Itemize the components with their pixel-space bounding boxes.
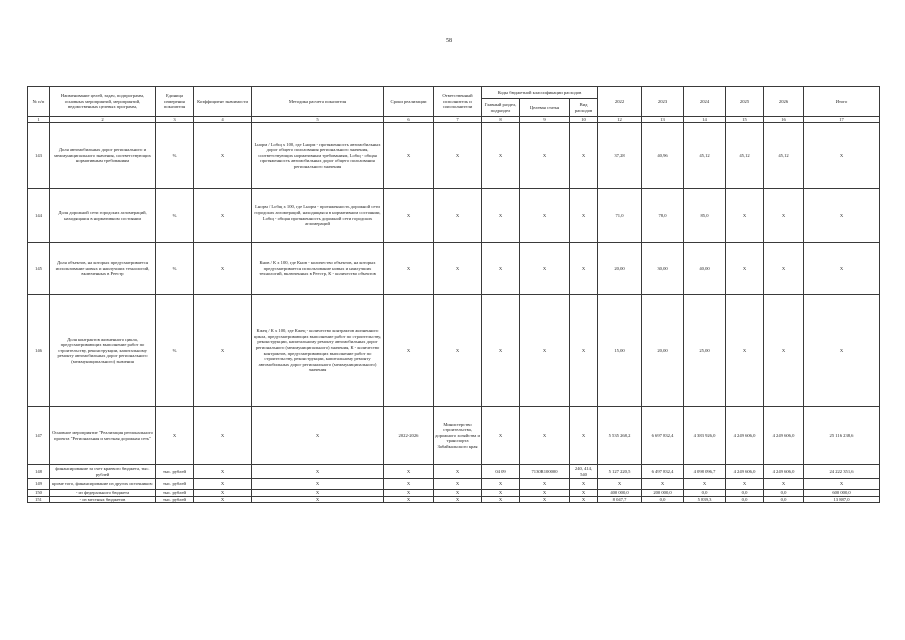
row-num: 150 [28,490,50,497]
row-2022: 400 000,0 [598,490,642,497]
row-grbs: X [482,490,520,497]
row-coef: X [194,496,252,503]
row-2025: 0,0 [726,490,764,497]
table-row [28,490,880,497]
row-2023: 6 497 832,4 [642,465,684,479]
row-responsible: X [434,496,482,503]
row-unit: % [156,123,194,189]
row-2023: 78,0 [642,189,684,243]
row-2026: 4 249 606,0 [764,465,804,479]
row-method: X [252,490,384,497]
row-2025: 0,0 [726,496,764,503]
row-2022: 20,00 [598,243,642,295]
row-2026: X [764,295,804,407]
row-2026: 4 249 606,0 [764,407,804,465]
column-number: 13 [642,117,684,123]
row-name: кроме того, финансирование из других источников: [50,479,156,490]
row-coef: X [194,465,252,479]
column-number: 9 [520,117,570,123]
row-name: финансирование за счет краевого бюджета, тыс. рублей [50,465,156,479]
header-method: Методика расчета показателя [252,87,384,117]
table-row [28,465,880,479]
header-num: № п/п [28,87,50,117]
row-total: X [804,189,880,243]
header-total: Итого [804,87,880,117]
row-coef: X [194,243,252,295]
header-2023: 2023 [642,87,684,117]
table-row [28,479,880,490]
row-2024: 45,12 [684,123,726,189]
header-2024: 2024 [684,87,726,117]
row-2026: X [764,479,804,490]
row-term: X [384,490,434,497]
row-2026: 0,0 [764,496,804,503]
row-2024: 4 383 926,0 [684,407,726,465]
row-2025: X [726,243,764,295]
row-2022: 71,0 [598,189,642,243]
column-number: 14 [684,117,726,123]
row-num: 144 [28,189,50,243]
row-2024: X [684,479,726,490]
row-responsible: X [434,123,482,189]
table-row [28,407,880,465]
row-2023: 40,96 [642,123,684,189]
row-2022: 8 047,7 [598,496,642,503]
row-target-article: X [520,189,570,243]
row-num: 149 [28,479,50,490]
row-total: X [804,243,880,295]
header-target-article: Целевая статья [520,99,570,117]
row-total: 24 222 351,6 [804,465,880,479]
row-method: X [252,479,384,490]
row-target-article: X [520,123,570,189]
row-coef: X [194,295,252,407]
row-expense-type: X [570,295,598,407]
row-method: X [252,465,384,479]
row-target-article: X [520,407,570,465]
row-responsible: X [434,490,482,497]
row-unit: тыс. рублей [156,479,194,490]
row-coef: X [194,479,252,490]
row-target-article: X [520,295,570,407]
column-number: 12 [598,117,642,123]
row-expense-type: X [570,407,598,465]
header-unit: Единица измерения показателя [156,87,194,117]
row-name: - из местных бюджетов [50,496,156,503]
row-term: 2022-2026 [384,407,434,465]
row-num: 151 [28,496,50,503]
row-grbs: X [482,295,520,407]
row-method: Lнорм / Lобщ x 100, где Lнорм - протяженность дорожной сети городских агломераций, находящаяся в нормативном состоянии, Lобщ - общая протяженность дорожной сети городских агломераций [252,189,384,243]
row-target-article: X [520,243,570,295]
row-coef: X [194,123,252,189]
row-total: 600 000,0 [804,490,880,497]
row-2023: X [642,479,684,490]
row-2025: X [726,295,764,407]
row-target-article: 7130R100000 [520,465,570,479]
row-2023: 30,00 [642,243,684,295]
row-2024: 40,00 [684,243,726,295]
row-expense-type: X [570,243,598,295]
row-expense-type: X [570,479,598,490]
row-term: X [384,496,434,503]
row-unit: % [156,243,194,295]
table-row [28,243,880,295]
row-grbs: X [482,496,520,503]
row-2022: 5 535 268,2 [598,407,642,465]
row-2023: 20,00 [642,295,684,407]
row-total: 13 887,0 [804,496,880,503]
row-2022: X [598,479,642,490]
row-num: 146 [28,295,50,407]
row-name: Основное мероприятие "Реализация регионального проекта "Региональная и местная дорожная сеть" [50,407,156,465]
row-method: X [252,407,384,465]
row-method: X [252,496,384,503]
row-term: X [384,189,434,243]
row-2024: 5 839,3 [684,496,726,503]
header-responsible: Ответственный исполнитель и соисполнители [434,87,482,117]
header-2022: 2022 [598,87,642,117]
row-2026: X [764,189,804,243]
row-target-article: X [520,490,570,497]
row-term: X [384,479,434,490]
row-expense-type: X [570,189,598,243]
table-row [28,496,880,503]
row-expense-type: X [570,123,598,189]
row-num: 143 [28,123,50,189]
row-unit: тыс. рублей [156,496,194,503]
row-2022: 15,00 [598,295,642,407]
row-unit: X [156,407,194,465]
row-unit: % [156,189,194,243]
row-name: Доля автомобильных дорог регионального и межмуниципального значения, соответствующих нормативным требованиям [50,123,156,189]
row-grbs: X [482,407,520,465]
row-grbs: X [482,479,520,490]
row-responsible: X [434,465,482,479]
column-number: 8 [482,117,520,123]
row-2024: 85,0 [684,189,726,243]
row-grbs: X [482,189,520,243]
row-responsible: X [434,295,482,407]
row-name: Доля объектов, на которых предусматривается использование новых и наилучших технологий, включенных в Реестр [50,243,156,295]
row-2024: 0,0 [684,490,726,497]
row-target-article: X [520,496,570,503]
row-2023: 6 697 832,4 [642,407,684,465]
row-coef: X [194,407,252,465]
row-coef: X [194,490,252,497]
row-total: X [804,295,880,407]
row-2025: 45,12 [726,123,764,189]
row-num: 145 [28,243,50,295]
column-number: 5 [252,117,384,123]
row-term: X [384,123,434,189]
row-2026: 0,0 [764,490,804,497]
row-unit: % [156,295,194,407]
row-unit: тыс. рублей [156,465,194,479]
row-2026: 45,12 [764,123,804,189]
row-2025: X [726,189,764,243]
row-expense-type: 240, 414, 540 [570,465,598,479]
row-expense-type: X [570,490,598,497]
header-term: Сроки реализации [384,87,434,117]
row-name: - из федерального бюджета [50,490,156,497]
row-name: Доля контрактов жизненного цикла, предусматривающих выполнение работ по строительству, реконструкции, капитальному ремонту автомобильных дорог регионального (межмуниципального) значения [50,295,156,407]
row-2025: 4 249 606,0 [726,407,764,465]
header-2026: 2026 [764,87,804,117]
row-2023: 0,0 [642,496,684,503]
row-2024: 4 098 096,7 [684,465,726,479]
column-number: 10 [570,117,598,123]
column-number: 16 [764,117,804,123]
column-number: 4 [194,117,252,123]
column-number: 1 [28,117,50,123]
row-term: X [384,243,434,295]
row-total: 25 116 238,6 [804,407,880,465]
row-2025: X [726,479,764,490]
header-name: Наименование целей, задач, подпрограмм, основных мероприятий, мероприятий, ведомственных целевых программ, [50,87,156,117]
row-method: Кнов / К x 100, где Кнов - количество объектов, на которых предусматривается использование новых и наилучших технологий, включенных в Реестр, К - количество объектов [252,243,384,295]
row-num: 147 [28,407,50,465]
row-2022: 5 127 220,5 [598,465,642,479]
page-number: 58 [446,38,452,44]
row-total: X [804,123,880,189]
row-name: Доля дорожной сети городских агломераций, находящаяся в нормативном состоянии [50,189,156,243]
row-expense-type: X [570,496,598,503]
row-target-article: X [520,479,570,490]
row-responsible: X [434,243,482,295]
row-grbs: X [482,243,520,295]
column-number: 2 [50,117,156,123]
row-term: X [384,295,434,407]
row-responsible: Министерство строительства, дорожного хозяйства и транспорта Забайкальского края [434,407,482,465]
row-grbs: 04 09 [482,465,520,479]
row-term: X [384,465,434,479]
row-responsible: X [434,189,482,243]
row-method: Lнорм / Lобщ x 100, где Lнорм - протяженность автомобильных дорог общего пользования регионального значения, соответствующих нормативным требованиям, Lобщ - общая протяженность автомобильных дорог общего пользования регионального значения [252,123,384,189]
header-grbs: Главный раздел, подраздел [482,99,520,117]
row-2026: X [764,243,804,295]
row-coef: X [194,189,252,243]
table-row [28,189,880,243]
row-unit: тыс. рублей [156,490,194,497]
row-2023: 200 000,0 [642,490,684,497]
table-row [28,295,880,407]
header-expense-type: Вид расходов [570,99,598,117]
row-method: Кжец / К x 100, где Кжец - количество контрактов жизненного цикла, предусматривающих выполнение работ по строительству, реконструкции, капитальному ремонту автомобильных дорог регионального (межмуниципального) значения, К - количество контрактов, предусматривающих выполнение работ по строительству, реконструкции, капитальному ремонту автомобильных дорог регионального (межмуниципального) значения [252,295,384,407]
header-coef: Коэффициент значимости [194,87,252,117]
row-num: 148 [28,465,50,479]
table-row [28,123,880,189]
column-number: 17 [804,117,880,123]
row-2025: 4 249 606,0 [726,465,764,479]
row-responsible: X [434,479,482,490]
column-number: 7 [434,117,482,123]
column-number: 3 [156,117,194,123]
column-number: 6 [384,117,434,123]
row-total: X [804,479,880,490]
header-budget-codes: Коды бюджетной классификации расходов [482,87,598,99]
row-2022: 37,28 [598,123,642,189]
row-2024: 25,00 [684,295,726,407]
header-2025: 2025 [726,87,764,117]
column-number: 15 [726,117,764,123]
row-grbs: X [482,123,520,189]
program-indicators-table [27,86,880,503]
